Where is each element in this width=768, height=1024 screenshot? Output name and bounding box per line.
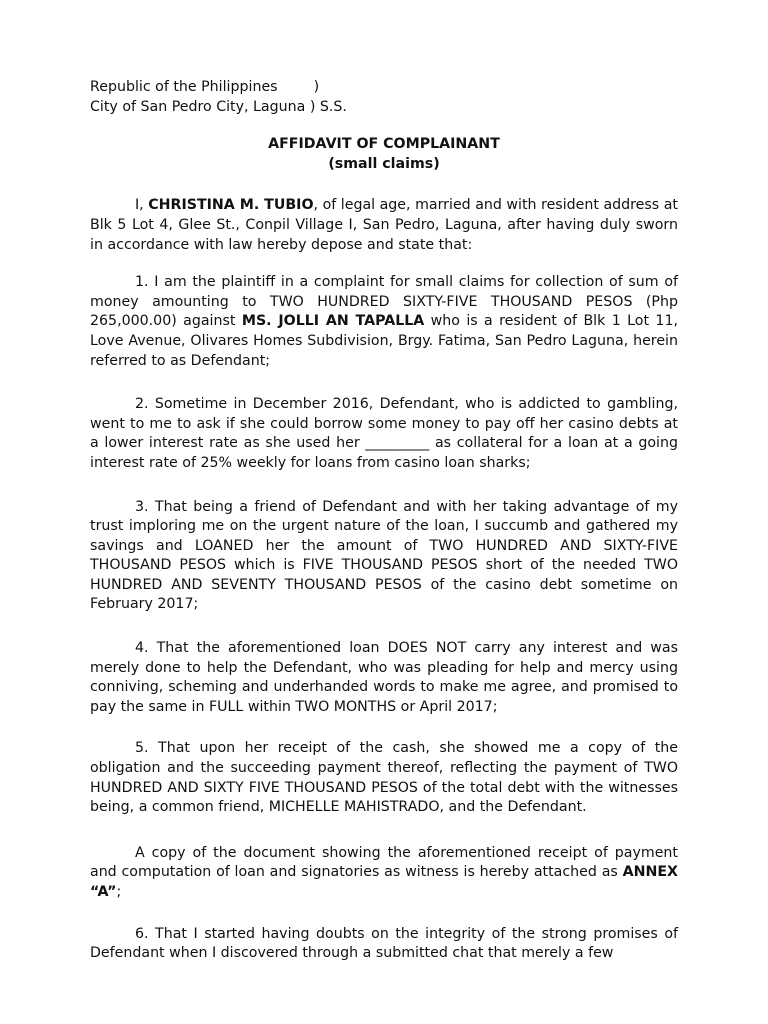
intro-paragraph xyxy=(90,196,678,255)
annex-paragraph xyxy=(90,844,678,903)
paragraph-6: 6. That I started having doubts on the integrity of the strong promises of Defendant when I discovered through a submitted chat that merely a few xyxy=(90,925,678,962)
venue-block xyxy=(90,78,678,117)
paragraph-1-text-b: who is a resident of Blk 1 Lot 11, Love Avenue, Olivares Homes Subdivision, Brgy. Fatima, San Pedro Laguna, herein referred to as Defendant; xyxy=(90,313,678,369)
paragraph-5: 5. That upon her receipt of the cash, she showed me a copy of the obligation and the succeeding payment thereof, reflecting the payment of TWO HUNDRED AND SIXTY FIVE THOUSAND PESOS of the total debt with the witnesses being, a common friend, MICHELLE MAHISTRADO, and the Defendant. xyxy=(90,740,678,816)
complainant-name: CHRISTINA M. TUBIO xyxy=(148,197,314,214)
intro-prefix: I, xyxy=(135,197,149,214)
title-main: AFFIDAVIT OF COMPLAINANT xyxy=(268,136,500,153)
defendant-name: MS. JOLLI AN TAPALLA xyxy=(241,313,425,330)
affidavit-page xyxy=(90,78,678,964)
paragraph-1 xyxy=(90,273,678,371)
venue-line-1: Republic of the Philippines ) xyxy=(90,79,320,95)
venue-line-2: City of San Pedro City, Laguna ) S.S. xyxy=(90,98,347,115)
paragraph-1-text-a: 1. I am the plaintiff in a complaint for small claims for collection of sum of money amounting to TWO HUNDRED SIXTY-FIVE THOUSAND PESOS (Php 265,000.00) against xyxy=(90,274,678,330)
paragraph-3: 3. That being a friend of Defendant and with her taking advantage of my trust imploring me on the urgent nature of the loan, I succumb and gathered my savings and LOANED her the amount of TWO HUNDRED AND SIXTY-FIVE THOUSAND PESOS which is FIVE THOUSAND PESOS short of the needed TWO HUNDRED AND SEVENTY THOUSAND PESOS of the casino debt sometime on February 2017; xyxy=(90,498,678,613)
title-sub: (small claims) xyxy=(328,155,440,172)
annex-end: ; xyxy=(116,884,122,900)
paragraph-4: 4. That the aforementioned loan DOES NOT carry any interest and was merely done to help the Defendant, who was pleading for help and mercy using conniving, scheming and underhanded words to make me agree, and promised to pay the same in FULL within TWO MONTHS or April 2017; xyxy=(90,640,678,715)
annex-text: A copy of the document showing the aforementioned receipt of payment and computation of loan and signatories as witness is hereby attached as xyxy=(90,844,678,881)
document-title xyxy=(90,135,678,174)
paragraph-2: 2. Sometime in December 2016, Defendant, who is addicted to gambling, went to me to ask if she could borrow some money to pay off her casino debts at a lower interest rate as she used her _________ as collateral for a loan at a going interest rate of 25% weekly for loans from casino loan sharks; xyxy=(90,396,678,471)
annex-label: ANNEX “A” xyxy=(90,864,678,900)
intro-text: , of legal age, married and with resident address at Blk 5 Lot 4, Glee St., Conpil Village I, San Pedro, Laguna, after having duly sworn in accordance with law hereby depose and state that: xyxy=(90,197,678,253)
